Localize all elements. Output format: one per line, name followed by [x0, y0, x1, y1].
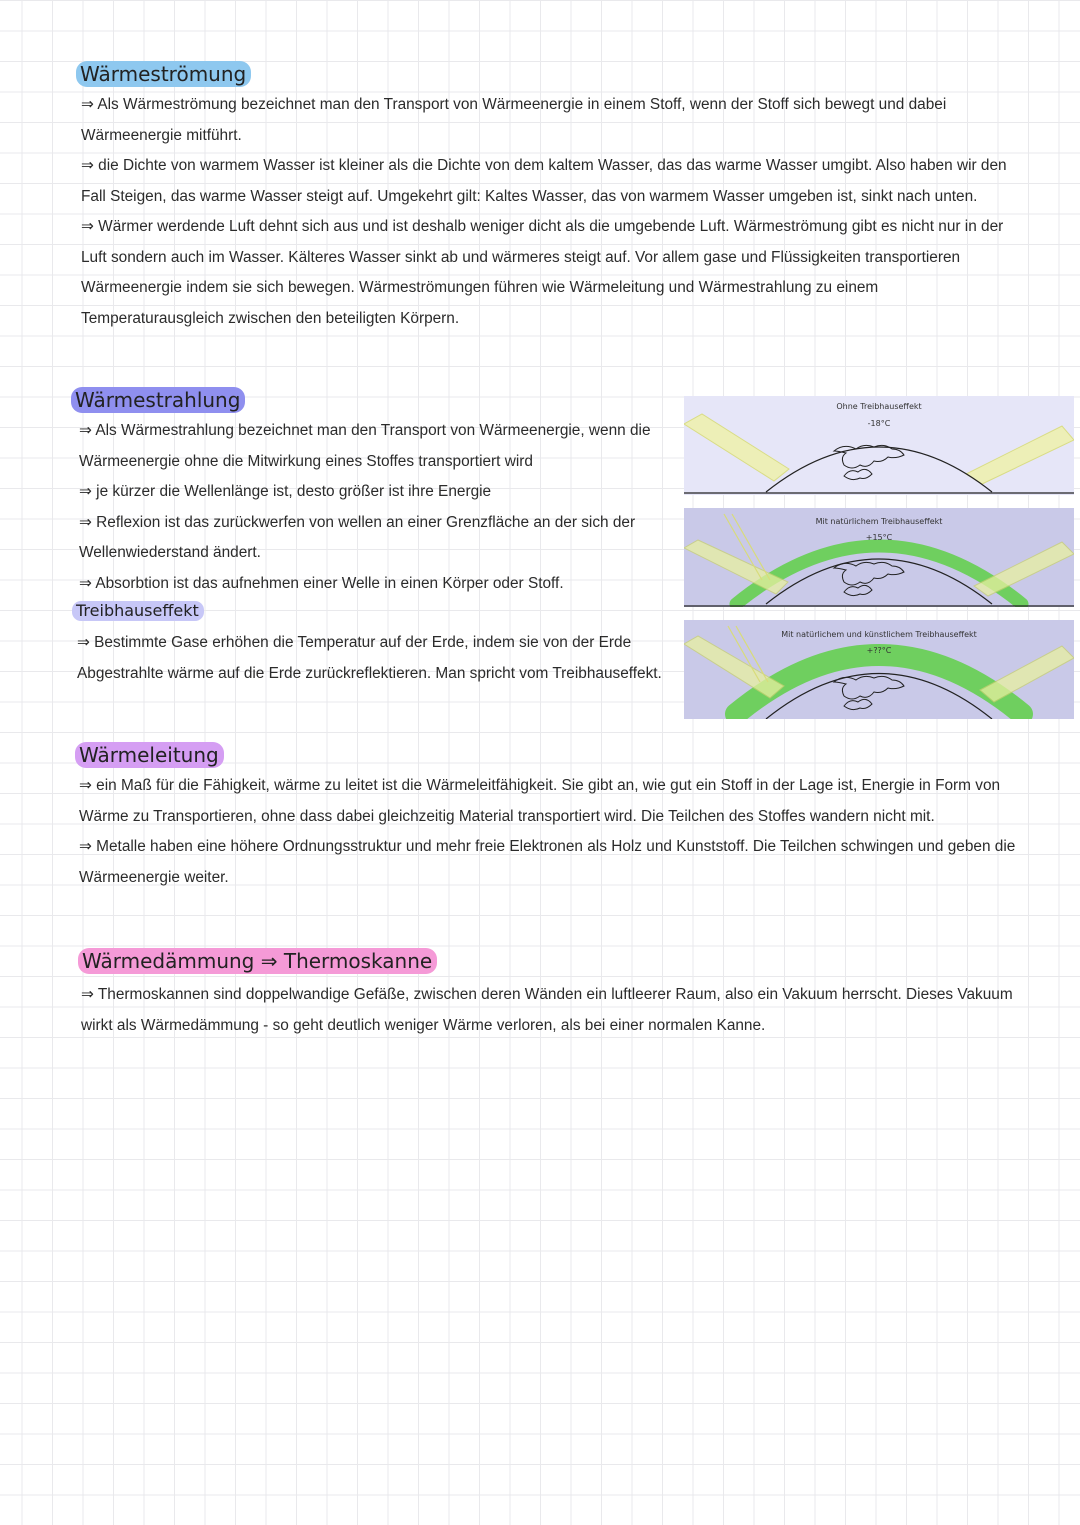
diagram-temperature: +??°C — [866, 646, 892, 655]
heading-waermedaemmung: Wärmedämmung ⇒ Thermoskanne — [78, 948, 437, 974]
paragraph-waermestrahlung — [79, 416, 677, 599]
paragraph-waermedaemmung — [81, 980, 1021, 1041]
text-waermestrahlung: ⇒ Als Wärmestrahlung bezeichnet man den Transport von Wärmeenergie, wenn die Wärmeenergie ohne die Mitwirkung eines Stoffes transportiert wird ⇒ je kürzer die Wellenlänge ist, desto größer ist ihre Energie ⇒ Reflexion ist das zurückwerfen von wellen an einer Grenzfläche an der sich der Wellenwiederstand ändert. ⇒ Absorbtion ist das aufnehmen einer Welle in einen Körper oder Stoff. — [79, 422, 651, 592]
text-treibhauseffekt: ⇒ Bestimmte Gase erhöhen die Temperatur auf der Erde, indem sie von der Erde Abgestrahlte wärme auf die Erde zurückreflektieren. Man spricht vom Treibhauseffekt. — [77, 634, 662, 682]
paragraph-waermestroemung — [81, 90, 1011, 334]
text-waermedaemmung: ⇒ Thermoskannen sind doppelwandige Gefäße, zwischen deren Wänden ein luftleerer Raum, also ein Vakuum herrscht. Dieses Vakuum wirkt als Wärmedämmung - so geht deutlich weniger Wärme verloren, als bei einer normalen Kanne. — [81, 986, 1013, 1034]
diagram-temperature: +15°C — [865, 533, 893, 542]
diagram-caption: Mit natürlichem Treibhauseffekt — [815, 517, 943, 526]
paragraph-treibhauseffekt — [77, 628, 682, 689]
heading-waermestrahlung: Wärmestrahlung — [71, 387, 245, 413]
diagram-caption: Ohne Treibhauseffekt — [836, 402, 922, 411]
diagram-caption: Mit natürlichem und künstlichem Treibhauseffekt — [781, 630, 977, 639]
heading-waermestroemung: Wärmeströmung — [76, 61, 251, 87]
heading-waermeleitung: Wärmeleitung — [75, 742, 224, 768]
paragraph-waermeleitung — [79, 771, 1024, 893]
diagram-artificial-greenhouse — [684, 620, 1074, 721]
diagram-temperature: -18°C — [867, 419, 891, 428]
text-waermeleitung: ⇒ ein Maß für die Fähigkeit, wärme zu leitet ist die Wärmeleitfähigkeit. Sie gibt an, wie gut ein Stoff in der Lage ist, Energie in Form von Wärme zu Transportieren, ohne dass dabei gleichzeitig Material transportiert wird. Die Teilchen des Stoffes wandern nicht mit. ⇒ Metalle haben eine höhere Ordnungsstruktur und mehr freie Elektronen als Holz und Kunststoff. Die Teilchen schwingen und geben die Wärmeenergie weiter. — [79, 777, 1016, 886]
diagram-natural-greenhouse — [684, 508, 1074, 607]
diagram-no-greenhouse — [684, 396, 1074, 495]
text-waermestroemung: ⇒ Als Wärmeströmung bezeichnet man den Transport von Wärmeenergie in einem Stoff, wenn der Stoff sich bewegt und dabei Wärmeenergie mitführt. ⇒ die Dichte von warmem Wasser ist kleiner als die Dichte von dem kaltem Wasser, das das warme Wasser umgibt. Also haben wir den Fall Steigen, das warme Wasser steigt auf. Umgekehrt gilt: Kaltes Wasser, das von warmem Wasser umgeben ist, sinkt nach unten. ⇒ Wärmer werdende Luft dehnt sich aus und ist deshalb weniger dicht als die umgebende Luft. Wärmeströmung gibt es nicht nur in der Luft sondern auch im Wasser. Kälteres Wasser sinkt ab und wärmeres steigt auf. Vor allem gase und Flüssigkeiten transportieren Wärmeenergie indem sie sich bewegen. Wärmeströmungen führen wie Wärmeleitung und Wärmestrahlung zu einem Temperaturausgleich zwischen den beteiligten Körpern. — [81, 96, 1007, 327]
heading-treibhauseffekt: Treibhauseffekt — [72, 601, 204, 621]
